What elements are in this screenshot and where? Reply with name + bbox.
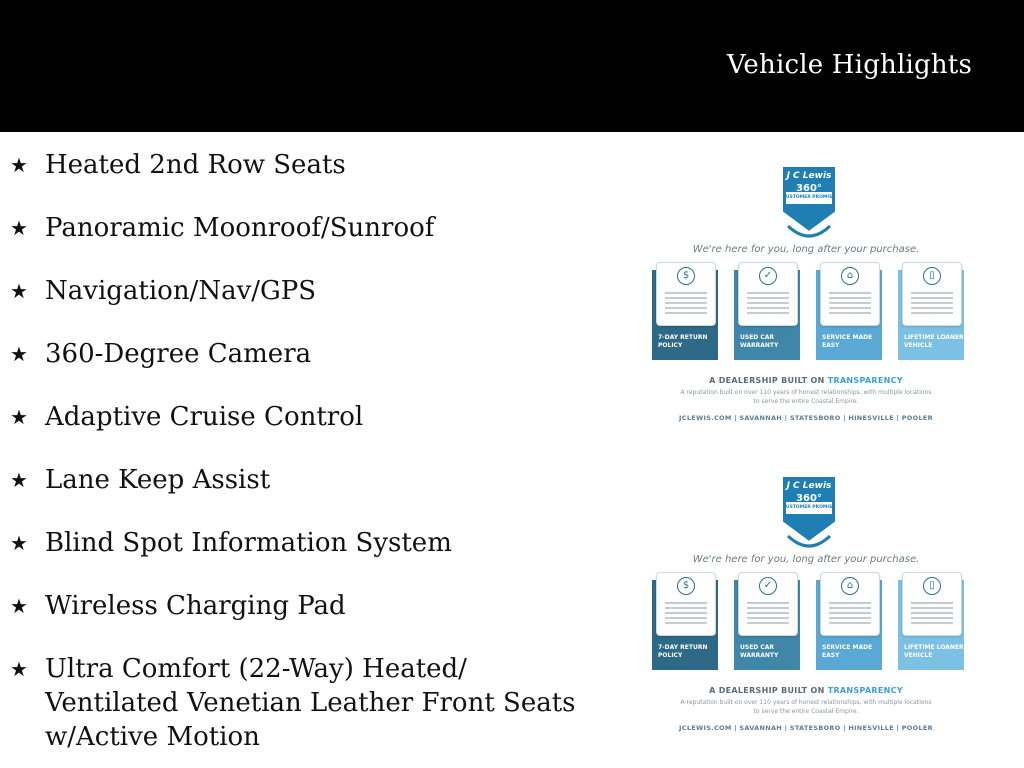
feature-item <box>10 463 600 497</box>
promo-tagline: We're here for you, long after your purchase. <box>692 244 920 255</box>
built-accent: TRANSPARENCY <box>827 686 903 695</box>
key-icon: ▯ <box>923 577 941 595</box>
star-icon: ★ <box>10 405 28 429</box>
promo-built-heading <box>648 686 964 695</box>
badge-caption: CUSTOMER PROMISE <box>782 195 836 200</box>
promo-description: A reputation built on over 110 years of honest relationships, with multiple locations to serve the entire Coastal Empire. <box>680 389 932 405</box>
feature-text: Adaptive Cruise Control <box>45 402 364 432</box>
card-label-line-2: POLICY <box>658 652 683 659</box>
shield-logo <box>778 162 840 248</box>
promo-card <box>652 572 718 670</box>
dollar-icon: $ <box>677 577 695 595</box>
card-label-line-1: LIFETIME LOANER <box>904 334 964 341</box>
feature-text: Heated 2nd Row Seats <box>45 150 346 180</box>
star-icon: ★ <box>10 594 28 618</box>
promo-card <box>898 262 964 360</box>
card-label-line-2: EASY <box>822 342 840 349</box>
feature-text: Panoramic Moonroof/Sunroof <box>45 213 435 243</box>
card-label-line-2: POLICY <box>658 342 683 349</box>
star-icon: ★ <box>10 342 28 366</box>
star-icon: ★ <box>10 216 28 240</box>
feature-item <box>10 148 600 182</box>
card-label-line-2: VEHICLE <box>904 342 933 349</box>
promo-graphic <box>648 162 964 432</box>
promo-card <box>816 262 882 360</box>
card-label-line-1: SERVICE MADE <box>822 644 873 651</box>
promo-card <box>734 572 800 670</box>
feature-item <box>10 400 600 434</box>
feature-text: Blind Spot Information System <box>45 528 452 558</box>
star-icon: ★ <box>10 279 28 303</box>
feature-item <box>10 589 600 623</box>
badge-360: 360° <box>796 493 822 504</box>
card-label-line-1: 7-DAY RETURN <box>658 644 708 651</box>
feature-text: Ultra Comfort (22-Way) Heated/ <box>45 654 467 684</box>
garage-icon: ⌂ <box>841 267 859 285</box>
brand-name: J C Lewis <box>786 171 832 181</box>
promo-cards <box>648 262 964 372</box>
star-icon: ★ <box>10 468 28 492</box>
promo-built-heading <box>648 376 964 385</box>
promo-locations: JCLEWIS.COM | SAVANNAH | STATESBORO | HINESVILLE | POOLER <box>679 724 933 732</box>
built-prefix: A DEALERSHIP BUILT ON <box>709 376 828 385</box>
star-icon: ★ <box>10 657 28 681</box>
check-icon: ✓ <box>759 577 777 595</box>
built-prefix: A DEALERSHIP BUILT ON <box>709 686 828 695</box>
feature-text: Wireless Charging Pad <box>45 591 346 621</box>
feature-text: Lane Keep Assist <box>45 465 271 495</box>
card-label-line-2: WARRANTY <box>740 652 779 659</box>
feature-text: 360-Degree Camera <box>45 339 312 369</box>
promo-description: A reputation built on over 110 years of honest relationships, with multiple locations to serve the entire Coastal Empire. <box>680 699 932 715</box>
card-label-line-2: WARRANTY <box>740 342 779 349</box>
brand-name: J C Lewis <box>786 481 832 491</box>
feature-item <box>10 211 600 245</box>
promo-card <box>898 572 964 670</box>
card-label-line-2: EASY <box>822 652 840 659</box>
card-label-line-1: 7-DAY RETURN <box>658 334 708 341</box>
promo-card <box>734 262 800 360</box>
promo-tagline: We're here for you, long after your purchase. <box>692 554 920 565</box>
card-label-line-1: USED CAR <box>740 644 775 651</box>
card-label-line-2: VEHICLE <box>904 652 933 659</box>
feature-item <box>10 337 600 371</box>
header-bar <box>0 0 1024 132</box>
promo-card <box>816 572 882 670</box>
check-icon: ✓ <box>759 267 777 285</box>
card-label-line-1: USED CAR <box>740 334 775 341</box>
built-accent: TRANSPARENCY <box>827 376 903 385</box>
badge-360: 360° <box>796 183 822 194</box>
page-title: Vehicle Highlights <box>726 50 972 80</box>
star-icon: ★ <box>10 531 28 555</box>
feature-item <box>10 274 600 308</box>
promo-locations: JCLEWIS.COM | SAVANNAH | STATESBORO | HINESVILLE | POOLER <box>679 414 933 422</box>
star-icon: ★ <box>10 153 28 177</box>
promo-cards <box>648 572 964 682</box>
badge-caption: CUSTOMER PROMISE <box>782 505 836 510</box>
shield-logo <box>778 472 840 558</box>
feature-text-line-2: Ventilated Venetian Leather Front Seats <box>45 688 576 718</box>
card-label-line-1: SERVICE MADE <box>822 334 873 341</box>
promo-card <box>652 262 718 360</box>
promo-graphic <box>648 472 964 742</box>
key-icon: ▯ <box>923 267 941 285</box>
feature-text: Navigation/Nav/GPS <box>45 276 317 306</box>
feature-text-line-3: w/Active Motion <box>45 722 260 752</box>
dollar-icon: $ <box>677 267 695 285</box>
feature-item <box>10 652 600 754</box>
garage-icon: ⌂ <box>841 577 859 595</box>
card-label-line-1: LIFETIME LOANER <box>904 644 964 651</box>
feature-item <box>10 526 600 560</box>
